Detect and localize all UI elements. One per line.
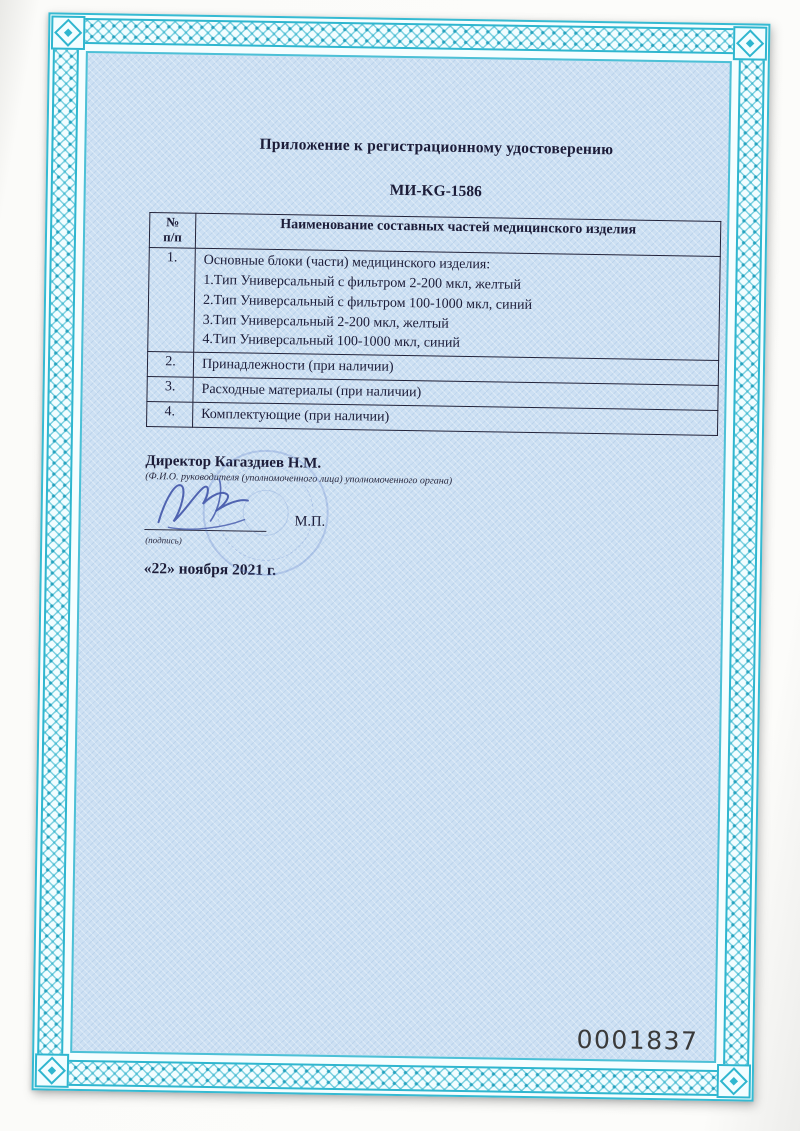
row-line: 3.Тип Универсальный 2-200 мкл, желтый [202, 312, 449, 332]
row-line: 4.Тип Универсальный 100-1000 мкл, синий [202, 332, 461, 352]
document-content [80, 53, 730, 587]
registration-number: МИ-KG-1586 [389, 181, 482, 201]
row-line: Основные блоки (части) медицинского изделия: [203, 252, 491, 273]
director-name: Директор Кагаздиев Н.М. [145, 452, 322, 472]
table-row [148, 247, 721, 360]
border-corner-top-left [51, 15, 86, 50]
column-header-name: Наименование составных частей медицинского изделия [195, 213, 720, 256]
handwritten-signature [150, 472, 263, 536]
border-ornament-bottom [37, 1059, 749, 1096]
stamp-place-label: М.П. [294, 513, 326, 530]
border-corner-bottom-right [717, 1064, 752, 1099]
border-corner-top-right [733, 26, 768, 61]
row-number-cell: 1. [148, 247, 196, 352]
date-line: «22» ноября 2021 г. [143, 559, 277, 579]
row-line: Принадлежности (при наличии) [201, 357, 394, 376]
row-name-cell [194, 248, 721, 361]
row-line: 2.Тип Универсальный с фильтром 100-1000 мкл, синий [202, 292, 533, 313]
components-table [146, 212, 721, 436]
border-ornament-top [53, 17, 765, 54]
row-number-cell: 3. [147, 377, 193, 403]
row-line: 1.Тип Универсальный с фильтром 2-200 мкл, желтый [203, 272, 521, 293]
border-corner-bottom-left [35, 1053, 70, 1088]
signature-note: (подпись) [145, 534, 182, 546]
paper-field [70, 51, 732, 1063]
page-title: Приложение к регистрационному удостоверению [259, 135, 614, 159]
row-line: Комплектующие (при наличии) [201, 406, 390, 425]
row-line: Расходные материалы (при наличии) [201, 381, 422, 401]
document-sheet [32, 12, 771, 1101]
director-note: (Ф.И.О. руководителя (уполномоченного лица) уполномоченного органа) [145, 470, 453, 487]
row-number-cell: 2. [147, 352, 193, 378]
row-number-cell: 4. [147, 401, 193, 427]
column-header-number-line2: п/п [163, 229, 182, 245]
column-header-number [149, 213, 196, 249]
serial-number: 0001837 [576, 1024, 699, 1056]
column-header-number-line1: № [166, 214, 180, 230]
signature-area [144, 486, 717, 557]
